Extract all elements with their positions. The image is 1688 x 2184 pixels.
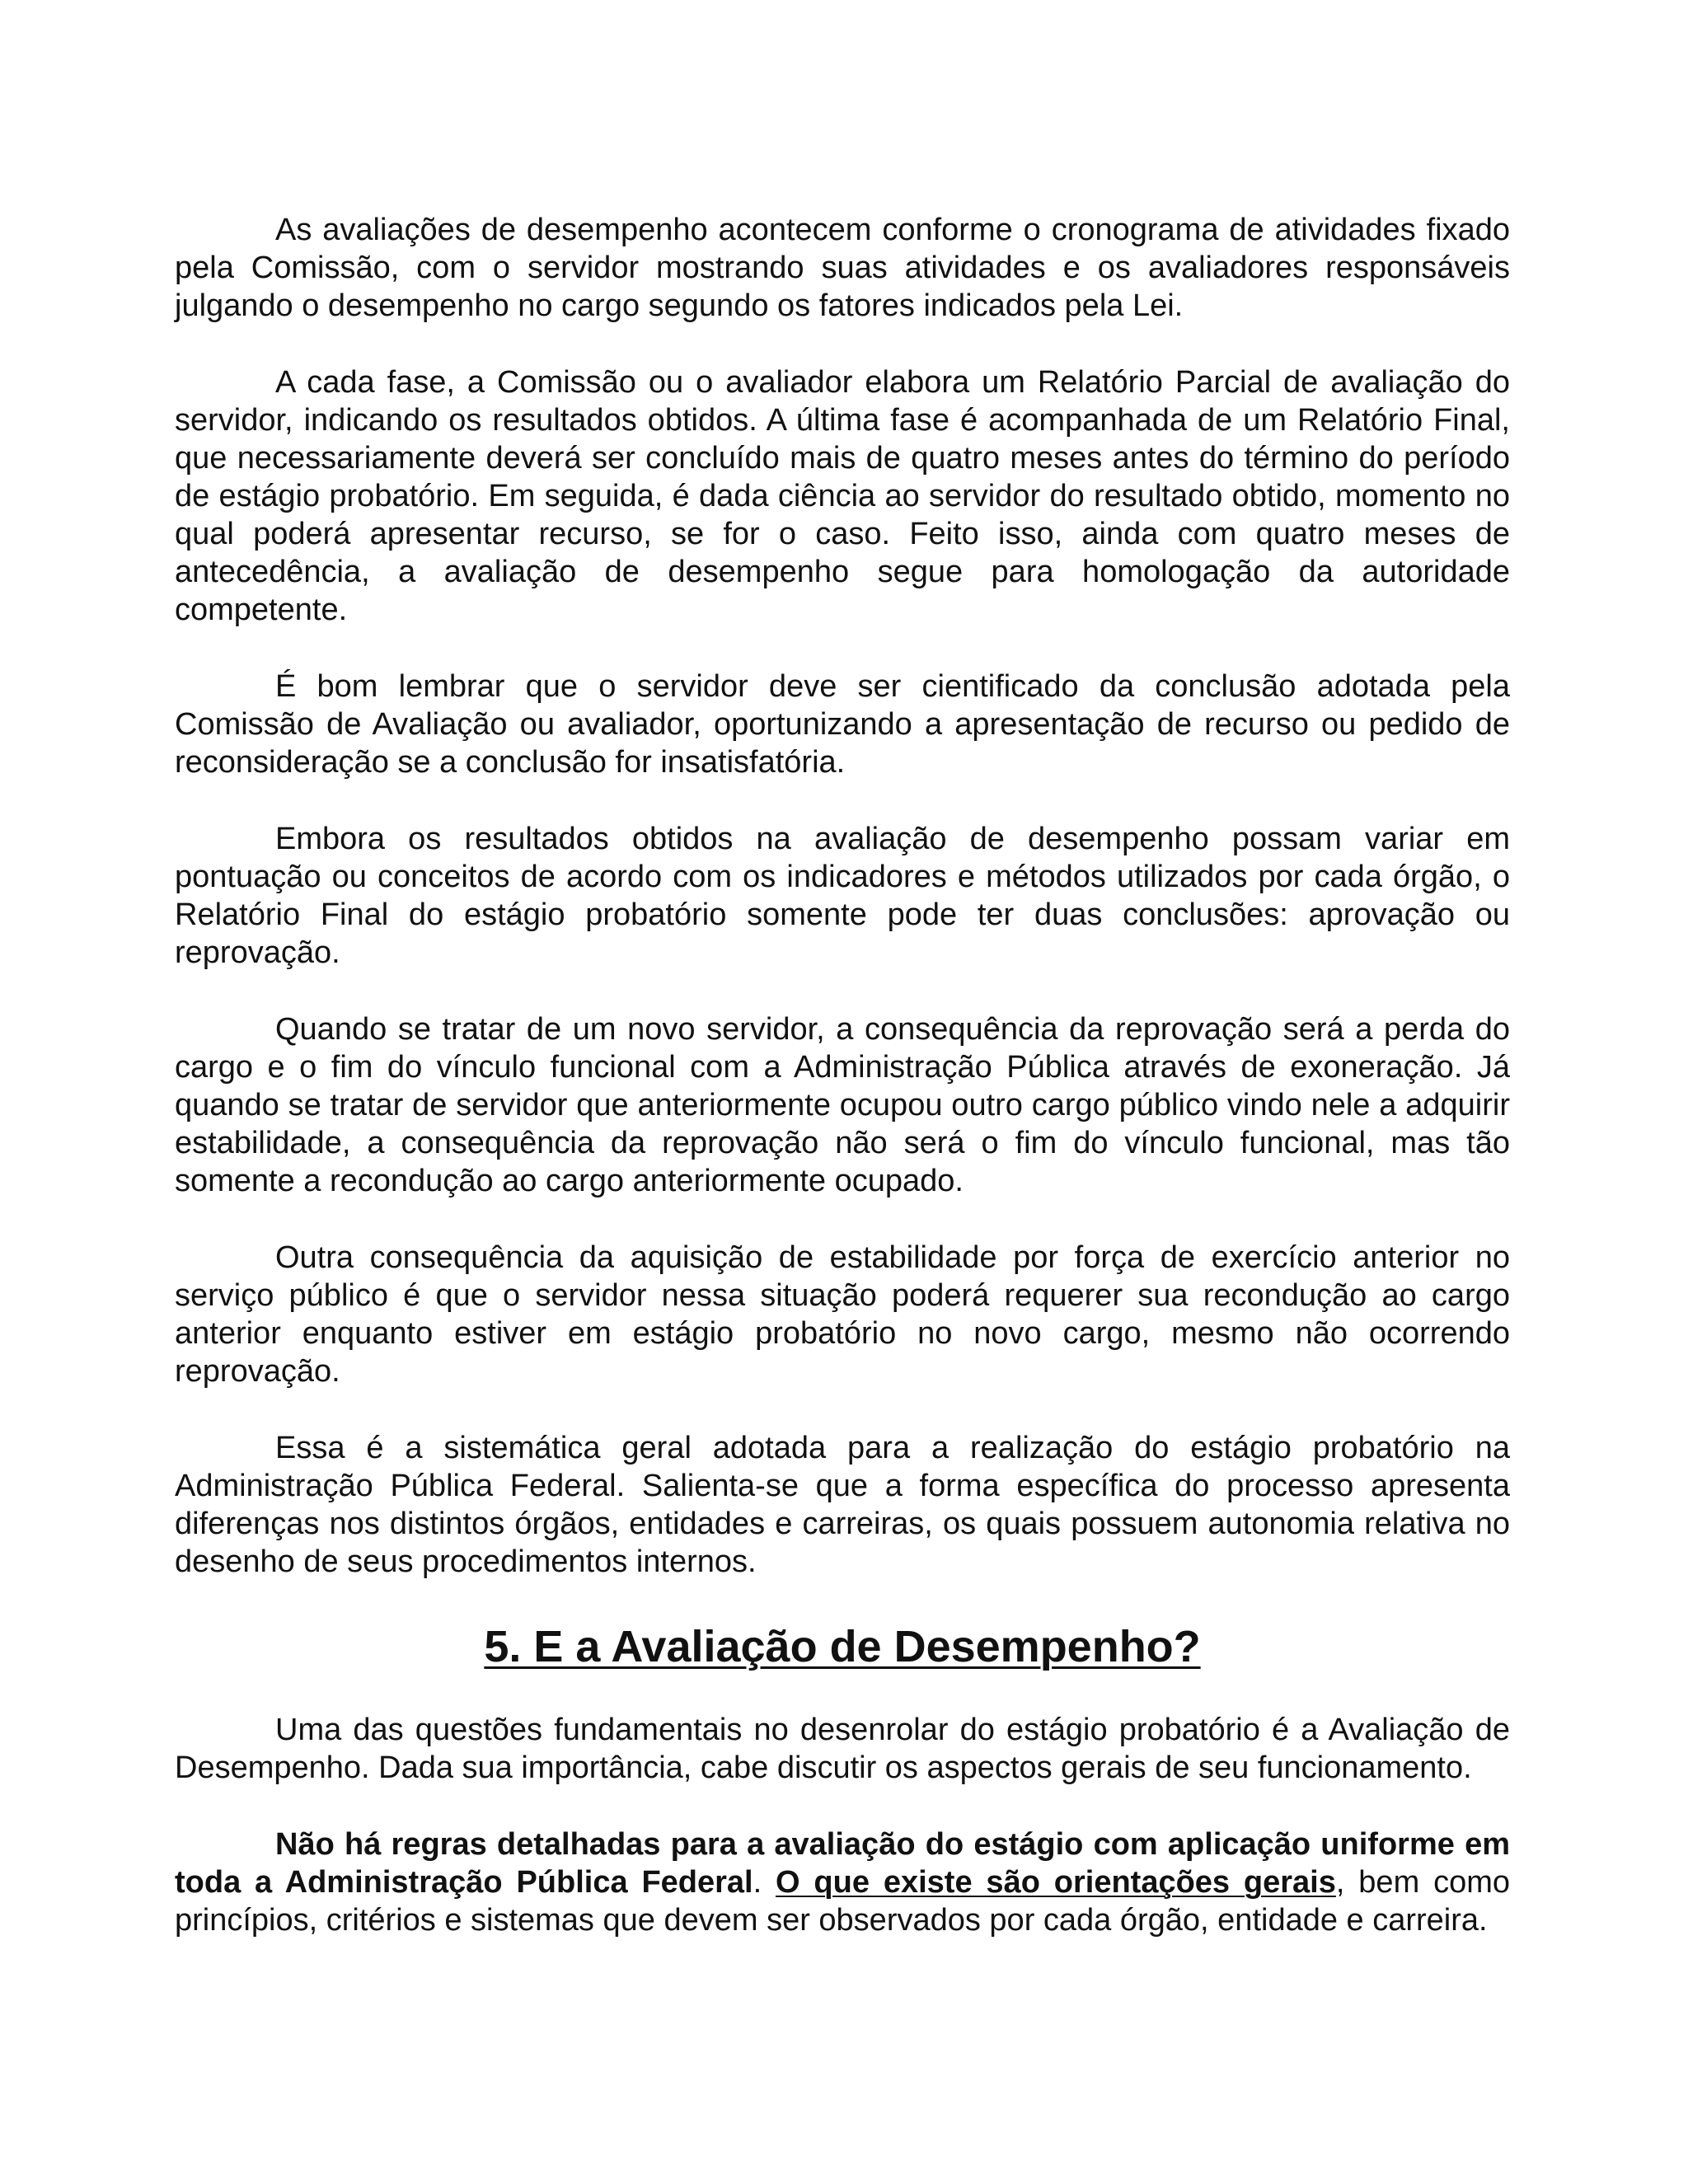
paragraph-evaluation-schedule: As avaliações de desempenho acontecem conforme o cronograma de atividades fixado pela Comissão, com o servidor mostrando suas atividades e os avaliadores responsáveis julgando o desempenho no cargo segundo os fatores indicados pela Lei. [175, 213, 1510, 323]
section-heading: 5. E a Avaliação de Desempenho? [484, 1622, 1201, 1671]
paragraph-general-system: Essa é a sistemática geral adotada para a realização do estágio probatório na Administração Pública Federal. Salienta-se que a forma específica do processo apresenta diferenças nos distintos órgãos, entidades e carreiras, os quais possuem autonomia relativa no desenho de seus procedimentos internos. [175, 1431, 1510, 1579]
paragraph-two-conclusions: Embora os resultados obtidos na avaliação de desempenho possam variar em pontuação ou conceitos de acordo com os indicadores e métodos utilizados por cada órgão, o Relatório Final do estágio probatório somente pode ter duas conclusões: aprovação ou reprovação. [175, 822, 1510, 970]
document-page [175, 211, 1510, 1978]
sentence-period: . [753, 1865, 776, 1900]
paragraph-reconduction-request: Outra consequência da aquisição de estabilidade por força de exercício anterior no serviço público é que o servidor nessa situação poderá requerer sua recondução ao cargo anterior enquanto estiver em estágio probatório no novo cargo, mesmo não ocorrendo reprovação. [175, 1240, 1510, 1389]
paragraph-general-guidelines [175, 1825, 1510, 1939]
bold-statement: Não há regras detalhadas para a avaliação do estágio com aplicação uniforme em toda a Administração Pública Federal [175, 1827, 1510, 1900]
paragraph-partial-and-final-report: A cada fase, a Comissão ou o avaliador elabora um Relatório Parcial de avaliação do servidor, indicando os resultados obtidos. A última fase é acompanhada de um Relatório Final, que necessariamente deverá ser concluído mais de quatro meses antes do término do período de estágio probatório. Em seguida, é dada ciência ao servidor do resultado obtido, momento no qual poderá apresentar recurso, se for o caso. Feito isso, ainda com quatro meses de antecedência, a avaliação de desempenho segue para homologação da autoridade competente. [175, 365, 1510, 627]
paragraph-consequence-of-failure: Quando se tratar de um novo servidor, a consequência da reprovação será a perda do cargo e o fim do vínculo funcional com a Administração Pública através de exoneração. Já quando se tratar de servidor que anteriormente ocupou outro cargo público vindo nele a adquirir estabilidade, a consequência da reprovação não será o fim do vínculo funcional, mas tão somente a recondução ao cargo anteriormente ocupado. [175, 1012, 1510, 1198]
paragraph-remainder: , bem como princípios, critérios e sistemas que devem ser observados por cada órgão, entidade e carreira. [175, 1865, 1510, 1938]
paragraph-notification-of-conclusion: É bom lembrar que o servidor deve ser cientificado da conclusão adotada pela Comissão de Avaliação ou avaliador, oportunizando a apresentação de recurso ou pedido de reconsideração se a conclusão for insatisfatória. [175, 669, 1510, 780]
underlined-emphasis: O que existe são orientações gerais [776, 1865, 1336, 1900]
paragraph-section-intro: Uma das questões fundamentais no desenrolar do estágio probatório é a Avaliação de Desempenho. Dada sua importância, cabe discutir os aspectos gerais de seu funcionamento. [175, 1713, 1510, 1785]
